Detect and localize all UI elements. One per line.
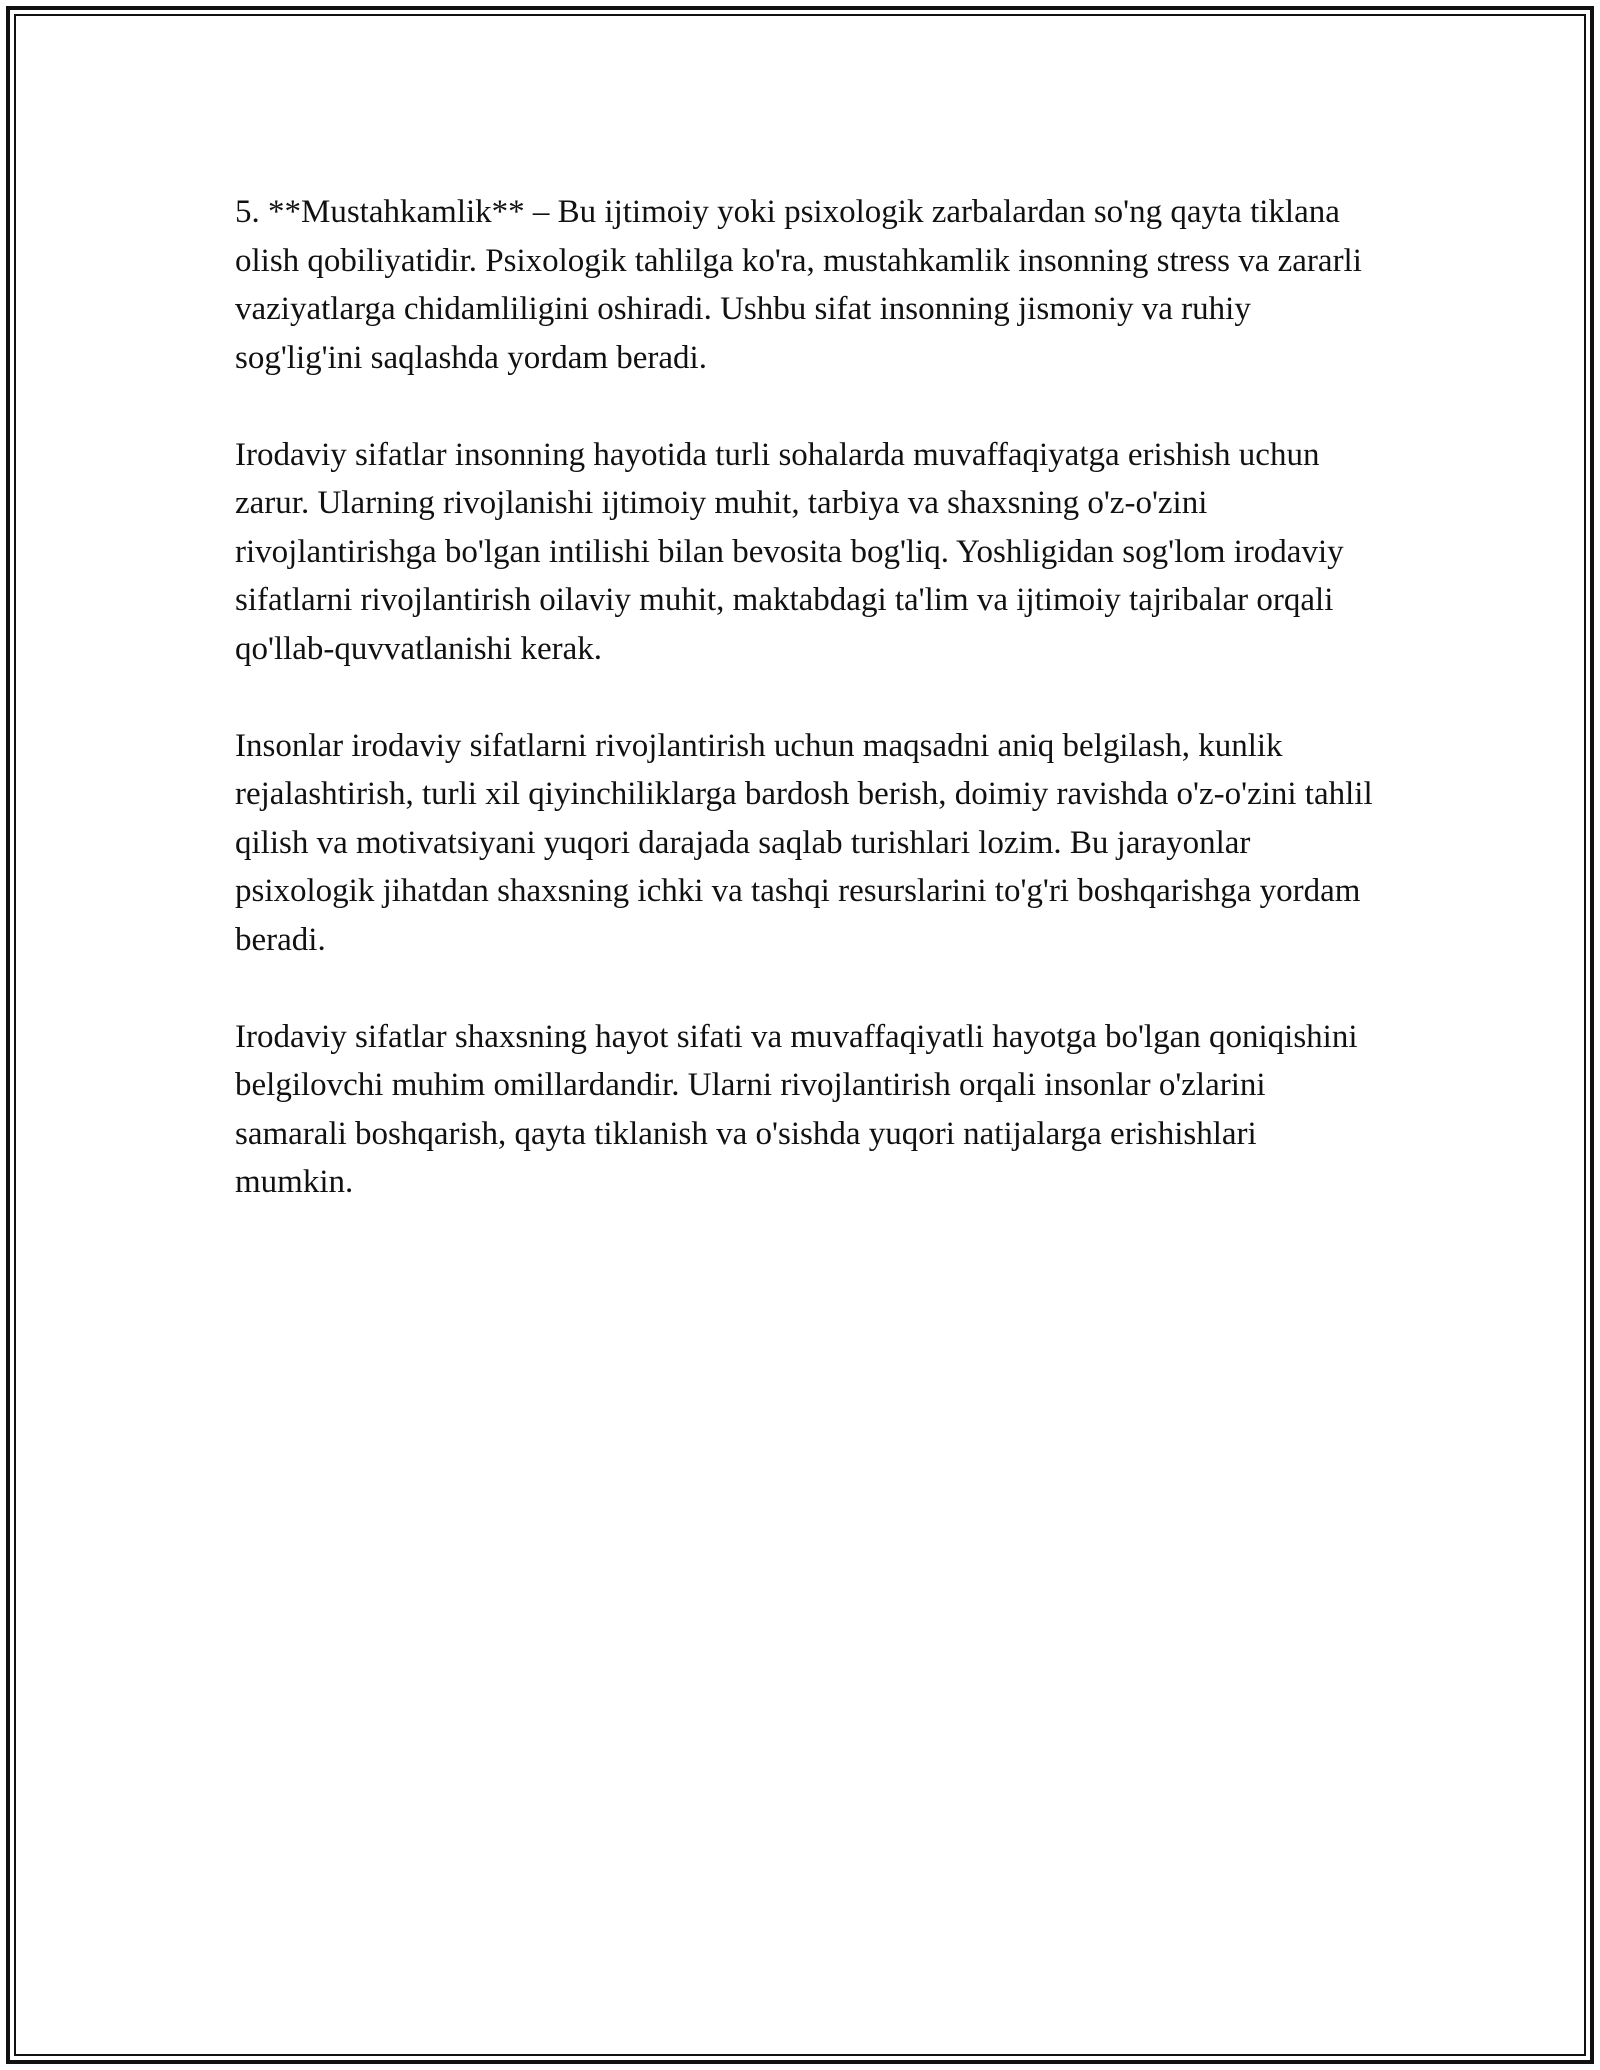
paragraph-irodaviy-sifatlar-zarur: Irodaviy sifatlar insonning hayotida turli sohalarda muvaffaqiyatga erishish uchun zarur. Ularning rivojlanishi ijtimoiy muhit, tarbiya va shaxsning o'z-o'zini rivojlantirishga bo'lgan intilishi bilan bevosita bog'liq. Yoshligidan sog'lom irodaviy sifatlarni rivojlantirish oilaviy muhit, maktabdagi ta'lim va ijtimoiy tajribalar orqali qo'llab-quvvatlanishi kerak. xyxy=(235,436,1344,667)
paragraph-mustahkamlik: 5. **Mustahkamlik** – Bu ijtimoiy yoki psixologik zarbalardan so'ng qayta tiklana olish qobiliyatidir. Psixologik tahlilga ko'ra, mustahkamlik insonning stress va zararli vaziyatlarga chidamliligini oshiradi. Ushbu sifat insonning jismoniy va ruhiy sog'lig'ini saqlashda yordam beradi. xyxy=(235,194,1362,376)
paragraph-rivojlantirish-usullari: Insonlar irodaviy sifatlarni rivojlantirish uchun maqsadni aniq belgilash, kunlik rejalashtirish, turli xil qiyinchiliklarga bardosh berish, doimiy ravishda o'z-o'zini tahlil qilish va motivatsiyani yuqori darajada saqlab turishlari lozim. Bu jarayonlar psixologik jihatdan shaxsning ichki va tashqi resurslarini to'g'ri boshqarishga yordam beradi. xyxy=(235,727,1373,958)
document-body xyxy=(235,188,1375,1255)
paragraph-hayot-sifati: Irodaviy sifatlar shaxsning hayot sifati va muvaffaqiyatli hayotga bo'lgan qoniqishini belgilovchi muhim omillardandir. Ularni rivojlantirish orqali insonlar o'zlarini samarali boshqarish, qayta tiklanish va o'sishda yuqori natijalarga erishishlari mumkin. xyxy=(235,1018,1358,1200)
